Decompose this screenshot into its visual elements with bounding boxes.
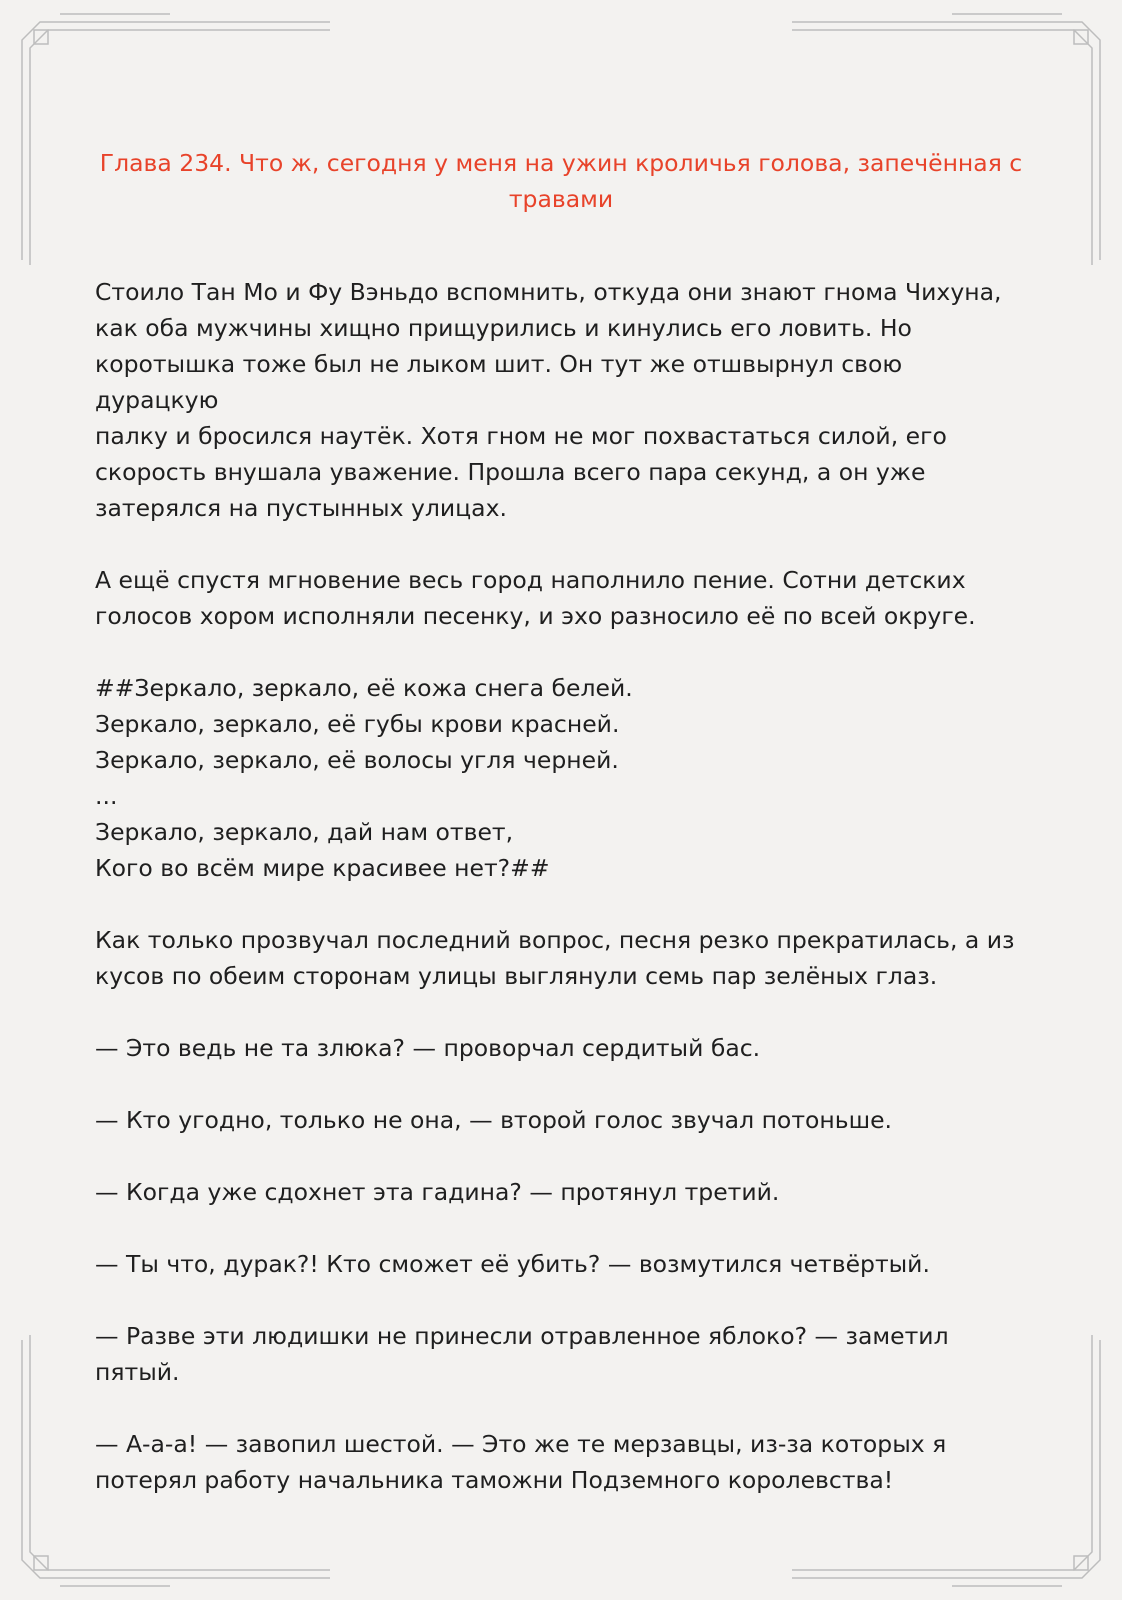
- song-verse: ##Зеркало, зеркало, её кожа снега белей. Зеркало, зеркало, её губы крови красней. Зеркало, зеркало, её волосы угля черней. ... Зеркало, зеркало, дай нам ответ, Кого во всём мире красивее нет?##: [95, 674, 633, 882]
- dialogue-line: — А-а-а! — завопил шестой. — Это же те мерзавцы, из-за которых я потерял работу начальника таможни Подземного королевства!: [95, 1430, 947, 1494]
- paragraph: А ещё спустя мгновение весь город наполнило пение. Сотни детских голосов хором исполняли песенку, и эхо разносило её по всей округе.: [95, 566, 976, 630]
- dialogue-line: — Это ведь не та злюка? — проворчал сердитый бас.: [95, 1034, 761, 1062]
- chapter-text: [95, 274, 1027, 1534]
- dialogue-line: — Разве эти людишки не принесли отравленное яблоко? — заметил пятый.: [95, 1322, 949, 1386]
- dialogue-line: — Когда уже сдохнет эта гадина? — протянул третий.: [95, 1178, 780, 1206]
- dialogue-line: — Кто угодно, только не она, — второй голос звучал потоньше.: [95, 1106, 893, 1134]
- paragraph: Стоило Тан Мо и Фу Вэньдо вспомнить, откуда они знают гнома Чихуна, как оба мужчины хищно прищурились и кинулись его ловить. Но коротышка тоже был не лыком шит. Он тут же отшвырнул свою дурацкую палку и бросился наутёк. Хотя гном не мог похвастаться силой, его скорость внушала уважение. Прошла всего пара секунд, а он уже затерялся на пустынных улицах.: [95, 278, 1002, 522]
- chapter-title: Глава 234. Что ж, сегодня у меня на ужин кроличья голова, запечённая с травами: [99, 149, 1023, 213]
- paragraph: Как только прозвучал последний вопрос, песня резко прекратилась, а из кусов по обеим сторонам улицы выглянули семь пар зелёных глаз.: [95, 926, 1015, 990]
- dialogue-line: — Ты что, дурак?! Кто сможет её убить? — возмутился четвёртый.: [95, 1250, 930, 1278]
